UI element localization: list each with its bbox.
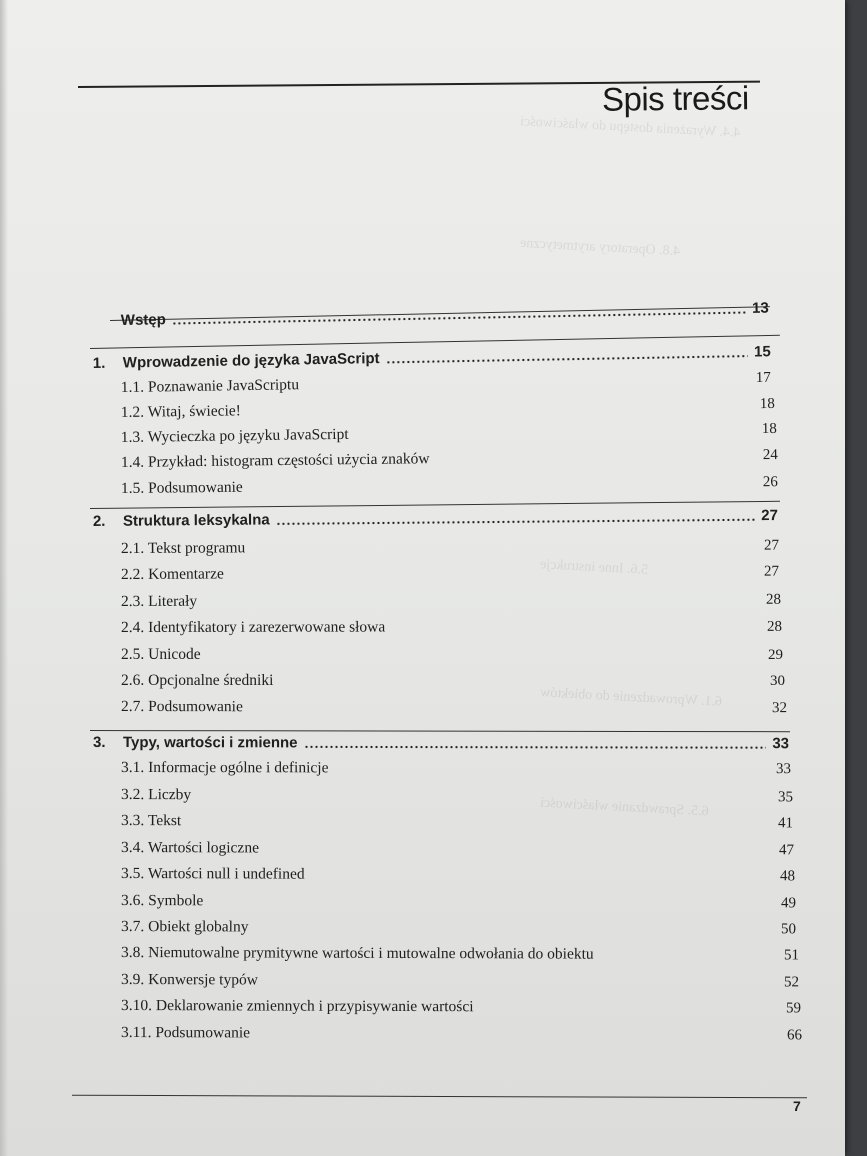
toc-section-entry — [121, 535, 779, 558]
dot-leader — [276, 518, 756, 525]
toc-page-number: 24 — [762, 446, 778, 464]
toc-section-entry — [121, 696, 787, 717]
dot-leader — [187, 824, 772, 829]
toc-section-entry — [121, 942, 799, 964]
toc-section-entry — [121, 367, 771, 397]
toc-section-entry — [121, 969, 799, 991]
toc-section-entry — [121, 810, 793, 832]
toc-section-entry — [121, 444, 778, 472]
chapter-number: 1. — [92, 354, 106, 372]
toc-section-entry — [121, 757, 791, 778]
bleed-through-text: 6.5. Sprawdzanie właściwości — [539, 795, 710, 820]
dot-leader — [355, 432, 756, 441]
dot-leader — [264, 983, 778, 988]
toc-page-number: 13 — [751, 299, 769, 317]
dot-leader — [249, 710, 766, 714]
toc-section-entry — [121, 616, 782, 637]
dot-leader — [304, 745, 767, 749]
dot-leader — [256, 1036, 781, 1041]
toc-page-number: 66 — [786, 1027, 803, 1044]
toc-section-entry — [121, 916, 796, 938]
toc-page-number: 49 — [780, 895, 797, 912]
section-title: 3.6. Symbole — [121, 892, 204, 910]
bleed-through-text: 5.6. Inne instrukcje — [539, 557, 649, 578]
dot-leader — [247, 407, 754, 417]
toc-page-number: 29 — [768, 647, 783, 663]
dot-leader — [311, 878, 774, 883]
section-title: 2.4. Identyfikatory i zarezerwowane słowa — [120, 618, 386, 636]
toc-section-entry — [121, 670, 785, 690]
toc-page-number: 27 — [761, 507, 778, 525]
section-title: 3.5. Wartości null i undefined — [121, 865, 305, 883]
toc-section-entry — [121, 589, 781, 611]
page-title: Spis treści — [601, 79, 749, 118]
toc-page-number: 28 — [765, 591, 781, 608]
page-number: 7 — [793, 1098, 801, 1114]
bleed-through-text: 4.4. Wyrażenia dostępu do właściwości — [519, 114, 741, 141]
section-title: 3.3. Tekst — [121, 812, 182, 830]
toc-section-entry — [121, 471, 778, 498]
toc-page-number: 35 — [777, 789, 794, 806]
section-title: 3.8. Niemutowalne prymitywne wartości i mutowalne odwołania do obiektu — [121, 944, 594, 963]
toc-section-entry — [121, 393, 775, 422]
toc-page-number: 41 — [777, 815, 794, 832]
section-title: 3.1. Informacje ogólne i definicje — [121, 759, 329, 777]
dot-leader — [386, 355, 749, 364]
toc-chapter-entry — [93, 504, 778, 530]
section-title: 1.2. Witaj, świecie! — [120, 402, 242, 422]
dot-leader — [600, 958, 778, 962]
section-title: 3.2. Liczby — [121, 786, 192, 804]
toc-page-number: 48 — [779, 868, 796, 885]
toc-section-entry — [121, 863, 795, 885]
section-title: 1.1. Poznawanie JavaScriptu — [120, 376, 300, 397]
dot-leader — [203, 603, 760, 608]
dot-leader — [254, 930, 775, 935]
toc-chapter-entry — [121, 297, 769, 329]
toc-page-number: 15 — [753, 343, 771, 361]
dot-leader — [436, 458, 757, 465]
toc-chapter-entry — [93, 340, 771, 372]
toc-section-entry — [121, 890, 796, 912]
chapter-number: 2. — [92, 512, 106, 530]
toc-page-number: 18 — [759, 395, 775, 413]
section-title: 3.11. Podsumowanie — [121, 1024, 251, 1042]
toc-page-number: 51 — [783, 947, 800, 964]
toc-page-number: 47 — [778, 842, 795, 859]
bleed-through-text: 6.1. Wprowadzenie do obiektów — [539, 685, 723, 710]
dot-leader — [251, 549, 758, 555]
dot-leader — [265, 852, 773, 857]
toc-page-number: 33 — [772, 735, 790, 753]
toc-section-entry — [121, 561, 779, 584]
section-title: 1.3. Wycieczka po języku JavaScript — [120, 425, 349, 447]
toc-section-entry — [121, 418, 777, 447]
section-title: 2.6. Opcjonalne średniki — [121, 672, 274, 689]
toc-section-entry — [121, 1022, 802, 1044]
chapter-title: Wprowadzenie do języka JavaScript — [122, 349, 380, 372]
toc-page-number: 30 — [770, 673, 785, 689]
toc-section-entry — [121, 837, 794, 859]
chapter-title: Struktura leksykalna — [122, 511, 270, 530]
dot-leader — [197, 798, 772, 803]
dot-leader — [209, 904, 775, 909]
section-title: 3.4. Wartości logiczne — [121, 839, 259, 857]
toc-page-number: 28 — [766, 618, 782, 635]
dot-leader — [391, 630, 761, 634]
toc-page-number: 50 — [780, 921, 797, 938]
section-title: 2.1. Tekst programu — [120, 539, 246, 557]
dot-leader — [230, 575, 758, 581]
dot-leader — [334, 771, 770, 775]
dot-leader — [207, 658, 762, 661]
toc-chapter-entry — [93, 731, 789, 752]
section-title: 2.7. Podsumowanie — [121, 698, 243, 716]
dot-leader — [305, 381, 750, 391]
toc-page-number: 33 — [776, 761, 792, 778]
section-title: 2.5. Unicode — [121, 646, 201, 663]
section-title: 2.2. Komentarze — [120, 565, 224, 583]
dot-leader — [249, 485, 757, 493]
section-title: 2.3. Literały — [120, 592, 198, 610]
toc-page-number: 18 — [761, 420, 777, 438]
toc-page-number: 59 — [785, 1000, 802, 1017]
toc-section-entry — [121, 644, 783, 664]
chapter-title: Wstęp — [120, 311, 166, 329]
dot-leader — [279, 684, 764, 687]
bleed-through-text: 4.8. Operatory arytmetyczne — [519, 235, 681, 260]
dot-leader — [172, 311, 746, 325]
toc-page-number: 17 — [755, 369, 771, 387]
toc-section-entry — [121, 784, 793, 806]
section-title: 1.4. Przykład: histogram częstości użycia znaków — [120, 450, 430, 472]
section-title: 1.5. Podsumowanie — [120, 478, 243, 498]
chapter-number: 3. — [93, 734, 106, 752]
section-title: 3.9. Konwersje typów — [121, 971, 258, 989]
dot-leader — [480, 1010, 780, 1014]
toc-page-number: 27 — [763, 563, 779, 580]
toc-page-number: 26 — [762, 474, 778, 491]
chapter-title: Typy, wartości i zmienne — [122, 734, 298, 752]
toc-page-number: 52 — [783, 974, 800, 991]
section-title: 3.10. Deklarowanie zmiennych i przypisywanie wartości — [121, 997, 474, 1016]
toc-page-number: 27 — [763, 537, 779, 554]
toc-page-number: 32 — [772, 700, 788, 717]
toc-section-entry — [121, 995, 801, 1017]
section-title: 3.7. Obiekt globalny — [121, 918, 249, 936]
